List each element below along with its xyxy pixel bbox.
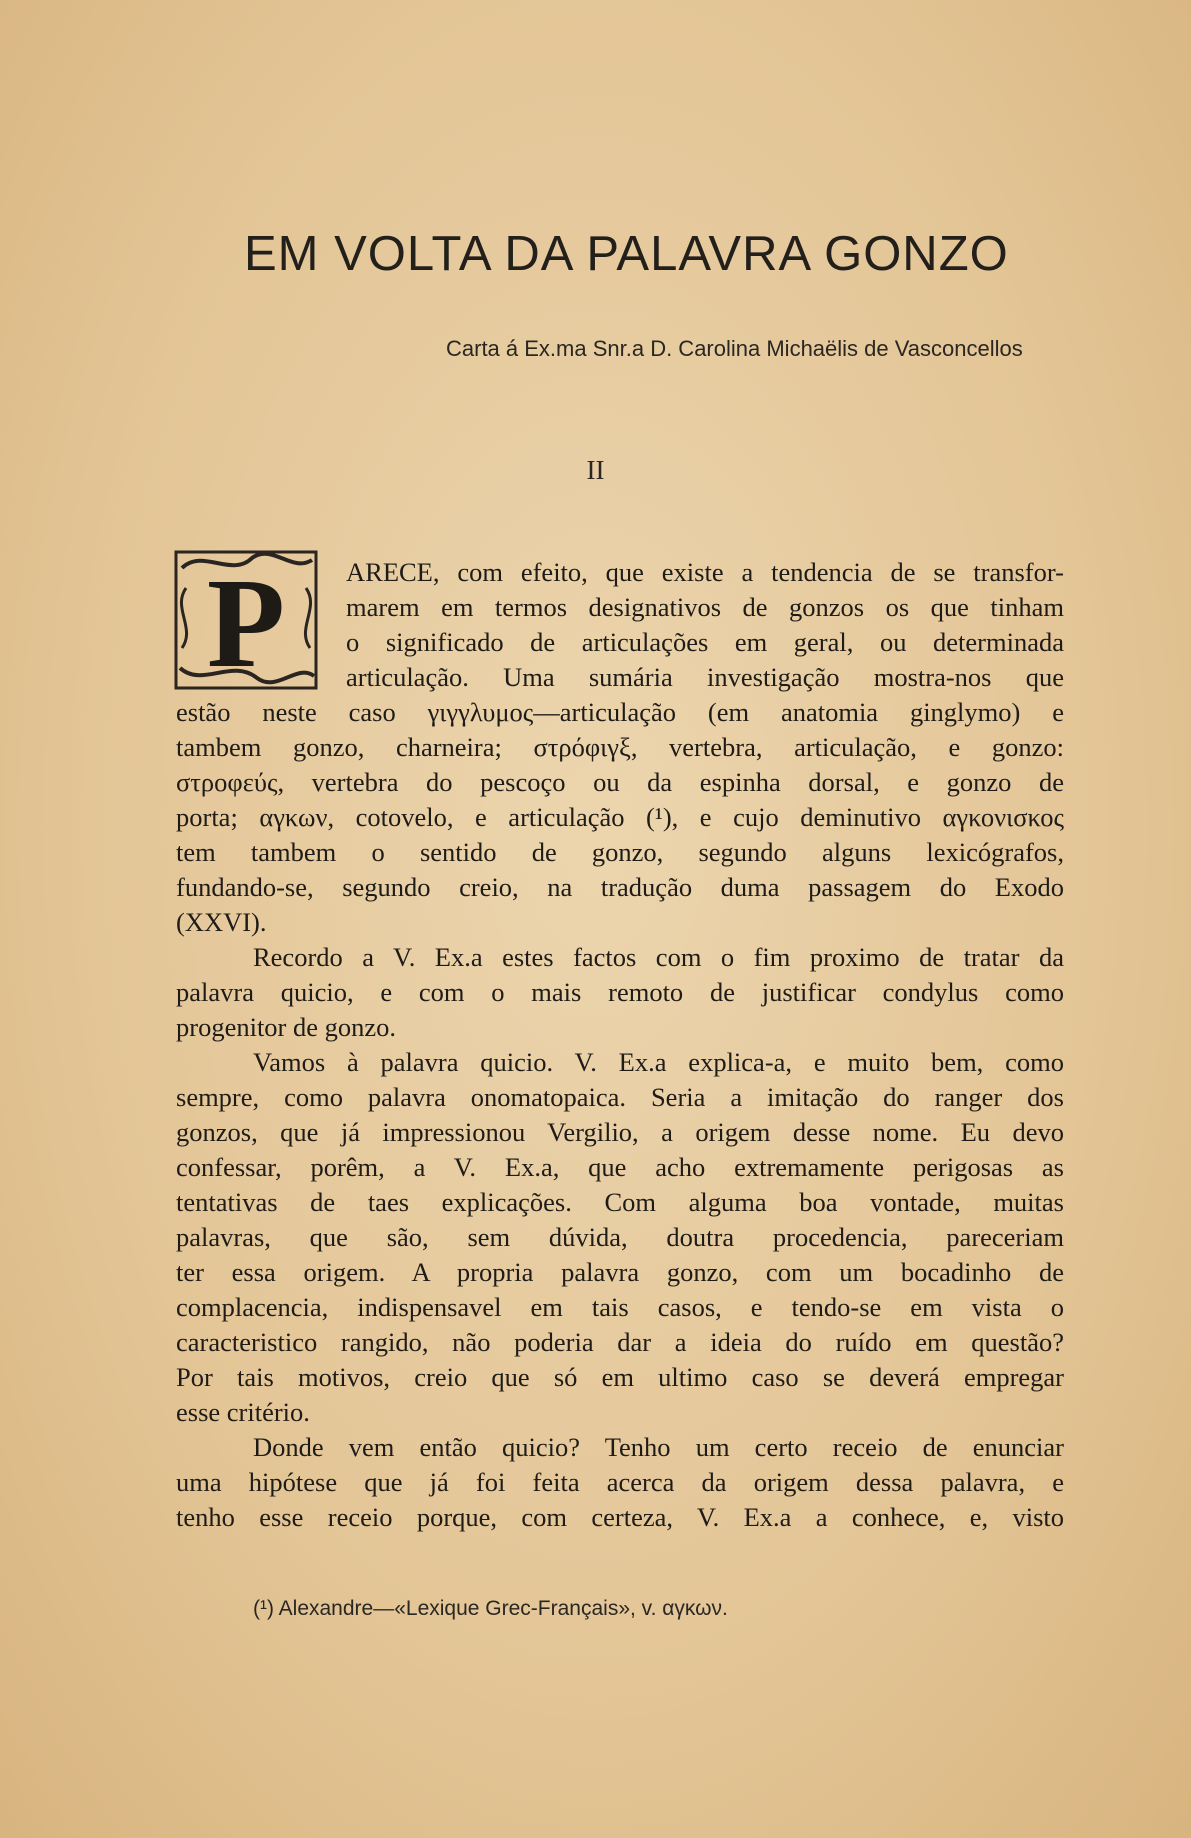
text-line: Por tais motivos, creio que só em ultimo caso se deverá empregar	[176, 1362, 1064, 1392]
text-line: στροφεύς, vertebra do pescoço ou da espinha dorsal, e gonzo de	[176, 767, 1064, 797]
text-line: marem em termos designativos de gonzos os que tinham	[346, 592, 1064, 622]
text-line: Recordo a V. Ex.a estes factos com o fim proximo de tratar da	[253, 942, 1064, 972]
dropcap-letter: P	[206, 552, 286, 692]
text-line: confessar, porêm, a V. Ex.a, que acho extremamente perigosas as	[176, 1152, 1064, 1182]
text-line: tenho esse receio porque, com certeza, V. Ex.a a conhece, e, visto	[176, 1502, 1064, 1532]
text-line: fundando-se, segundo creio, na tradução duma passagem do Exodo	[176, 872, 1064, 902]
text-line: o significado de articulações em geral, ou determinada	[346, 627, 1064, 657]
text-line: (XXVI).	[176, 907, 267, 937]
text-line: Vamos à palavra quicio. V. Ex.a explica-a, e muito bem, como	[253, 1047, 1064, 1077]
text-line: uma hipótese que já foi feita acerca da origem dessa palavra, e	[176, 1467, 1064, 1497]
footnote: (¹) Alexandre—«Lexique Grec-Français», v. αγκων.	[253, 1597, 728, 1620]
article-subtitle: Carta á Ex.ma Snr.a D. Carolina Michaëlis de Vasconcellos	[446, 336, 1023, 361]
text-line: Donde vem então quicio? Tenho um certo receio de enunciar	[253, 1432, 1064, 1462]
section-number: II	[586, 455, 605, 485]
text-line: esse critério.	[176, 1397, 310, 1427]
text-line: tem tambem o sentido de gonzo, segundo alguns lexicógrafos,	[176, 837, 1064, 867]
text-line: articulação. Uma sumária investigação mostra-nos que	[346, 662, 1064, 692]
text-line: progenitor de gonzo.	[176, 1012, 397, 1042]
text-line: estão neste caso γιγγλυμος—articulação (em anatomia ginglymo) e	[176, 697, 1064, 727]
text-line: tentativas de taes explicações. Com alguma boa vontade, muitas	[176, 1187, 1064, 1217]
text-line: ARECE, com efeito, que existe a tendencia de se transfor-	[346, 557, 1064, 587]
text-line: palavras, que são, sem dúvida, doutra procedencia, pareceriam	[176, 1222, 1064, 1252]
text-line: porta; αγκων, cotovelo, e articulação (¹), e cujo deminutivo αγκονισκος	[176, 802, 1064, 832]
text-line: sempre, como palavra onomatopaica. Seria a imitação do ranger dos	[176, 1082, 1064, 1112]
article-title: EM VOLTA DA PALAVRA GONZO	[244, 227, 1009, 281]
text-line: complacencia, indispensavel em tais casos, e tendo-se em vista o	[176, 1292, 1064, 1322]
text-line: tambem gonzo, charneira; στρόφιγξ, vertebra, articulação, e gonzo:	[176, 732, 1064, 762]
text-line: palavra quicio, e com o mais remoto de justificar condylus como	[176, 977, 1064, 1007]
article-body	[176, 555, 1064, 1535]
text-line: ter essa origem. A propria palavra gonzo, com um bocadinho de	[176, 1257, 1064, 1287]
text-line: caracteristico rangido, não poderia dar a ideia do ruído em questão?	[176, 1327, 1064, 1357]
text-line: gonzos, que já impressionou Vergilio, a origem desse nome. Eu devo	[176, 1117, 1064, 1147]
